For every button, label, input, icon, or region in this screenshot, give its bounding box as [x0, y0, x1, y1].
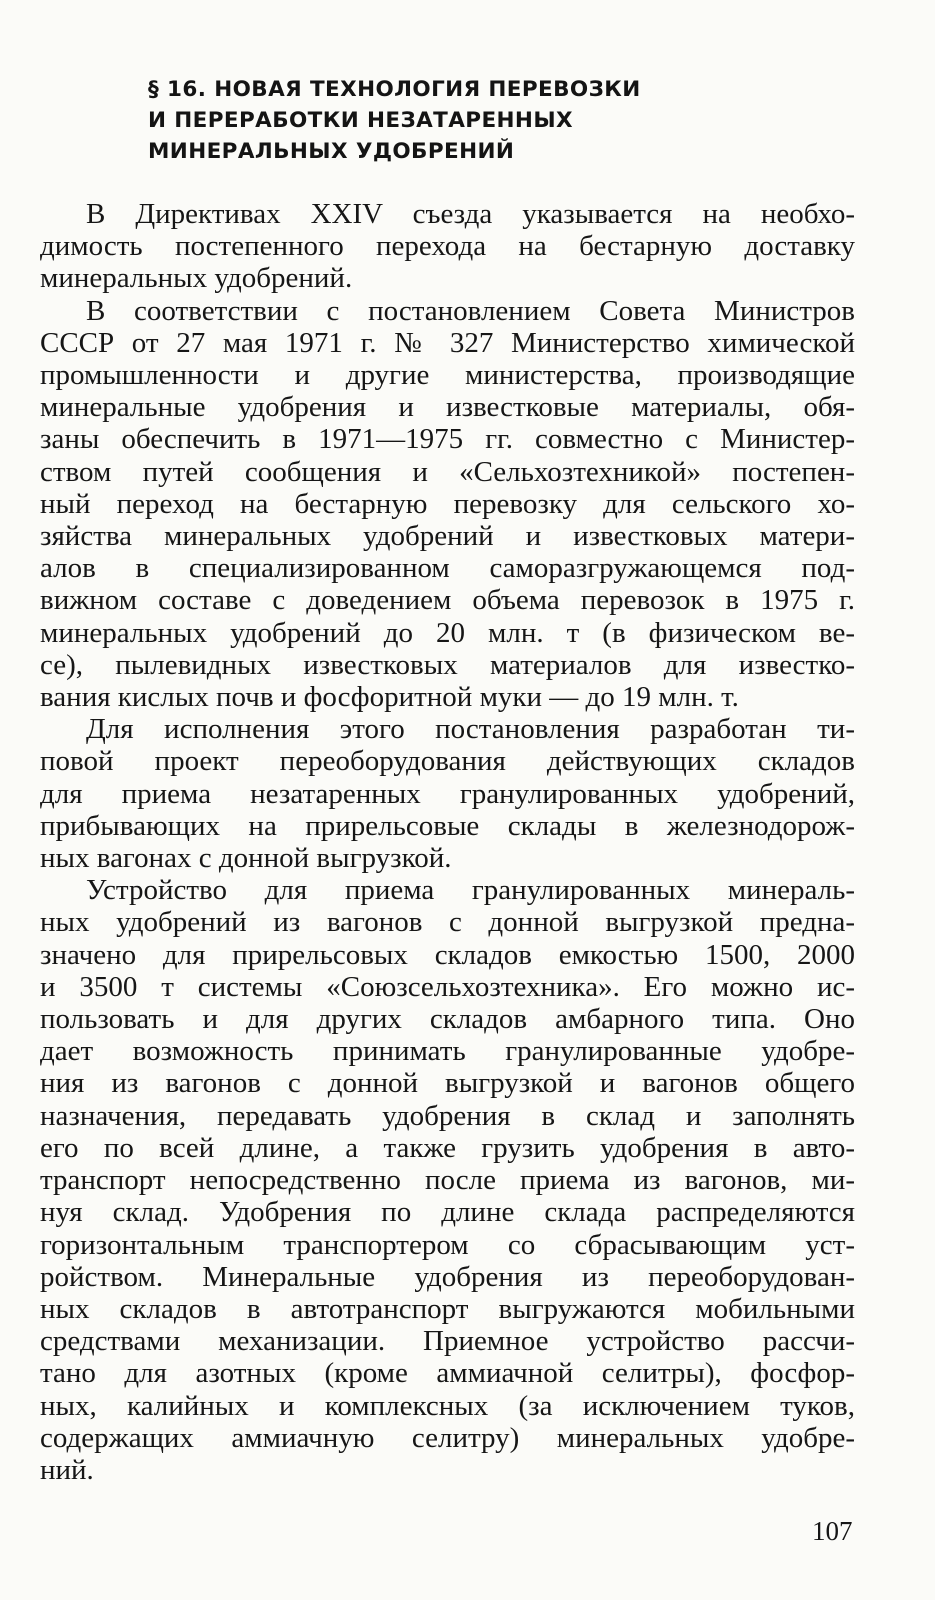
text-line: ния из вагонов с донной выгрузкой и вагонов общего: [40, 1067, 855, 1100]
text-line: его по всей длине, а также грузить удобрения в авто-: [40, 1131, 855, 1164]
text-line: ных вагонах с донной выгрузкой.: [40, 842, 452, 875]
text-line: вижном составе с доведением объема перевозок в 1975 г.: [40, 584, 855, 617]
text-line: назначения, передавать удобрения в склад и заполнять: [40, 1099, 855, 1132]
text-line: пользовать и для других складов амбарного типа. Оно: [40, 1003, 855, 1036]
text-line: для приема незатаренных гранулированных удобрений,: [40, 777, 855, 810]
text-line: ных, калийных и комплексных (за исключением туков,: [40, 1389, 855, 1422]
text-line: ством путей сообщения и «Сельхозтехникой» постепен-: [40, 455, 855, 488]
text-line: вания кислых почв и фосфоритной муки — до 19 млн. т.: [40, 681, 739, 714]
text-line: тано для азотных (кроме аммиачной селитры), фосфор-: [40, 1357, 855, 1390]
text-line: повой проект переоборудования действующих складов: [40, 745, 855, 778]
text-line: дает возможность принимать гранулированные удобре-: [40, 1035, 855, 1068]
text-line: средствами механизации. Приемное устройство рассчи-: [40, 1325, 855, 1358]
paragraph: [40, 713, 855, 874]
text-line: ный переход на бестарную перевозку для сельского хо-: [40, 487, 855, 520]
heading-line-3: МИНЕРАЛЬНЫХ УДОБРЕНИЙ: [148, 139, 515, 164]
text-line: содержащих аммиачную селитру) минеральных удобре-: [40, 1421, 855, 1454]
text-line: В Директивах XXIV съезда указывается на необхо-: [86, 198, 855, 230]
body-text: [40, 198, 855, 1486]
paragraph: [40, 874, 855, 1486]
text-line: Для исполнения этого постановления разработан ти-: [86, 713, 855, 746]
text-line: минеральных удобрений.: [40, 262, 353, 295]
text-line: значено для прирельсовых складов емкостью 1500, 2000: [40, 938, 855, 971]
heading-line-2: И ПЕРЕРАБОТКИ НЕЗАТАРЕННЫХ: [148, 108, 573, 133]
text-line: ний.: [40, 1453, 94, 1486]
text-line: нуя склад. Удобрения по длине склада распределяются: [40, 1196, 855, 1229]
text-line: ных удобрений из вагонов с донной выгрузкой предна-: [40, 906, 855, 939]
text-line: димость постепенного перехода на бестарную доставку: [40, 230, 855, 263]
text-line: Устройство для приема гранулированных минераль-: [86, 874, 855, 907]
paragraph: [40, 198, 855, 295]
text-line: ройством. Минеральные удобрения из переоборудован-: [40, 1260, 855, 1293]
text-line: и 3500 т системы «Союзсельхозтехника». Его можно ис-: [40, 970, 855, 1003]
paragraph: [40, 295, 855, 714]
text-line: транспорт непосредственно после приема из вагонов, ми-: [40, 1164, 855, 1197]
text-line: зяйства минеральных удобрений и известковых матери-: [40, 520, 855, 553]
text-line: горизонтальным транспортером со сбрасывающим уст-: [40, 1228, 855, 1261]
section-heading: [148, 74, 688, 167]
text-line: промышленности и другие министерства, производящие: [40, 359, 855, 392]
text-line: алов в специализированном саморазгружающемся под-: [40, 552, 855, 585]
text-line: заны обеспечить в 1971—1975 гг. совместно с Министер-: [40, 423, 855, 456]
text-line: минеральные удобрения и известковые материалы, обя-: [40, 391, 855, 424]
text-line: минеральных удобрений до 20 млн. т (в физическом ве-: [40, 616, 855, 649]
text-line: В соответствии с постановлением Совета Министров: [86, 294, 855, 327]
text-line: ных складов в автотранспорт выгружаются мобильными: [40, 1292, 855, 1325]
text-line: СССР от 27 мая 1971 г. № 327 Министерство химической: [40, 326, 855, 359]
page-number: 107: [812, 1516, 853, 1546]
text-line: се), пылевидных известковых материалов для известко-: [40, 648, 855, 681]
text-line: прибывающих на прирельсовые склады в железнодорож-: [40, 809, 855, 842]
heading-line-1: § 16. НОВАЯ ТЕХНОЛОГИЯ ПЕРЕВОЗКИ: [148, 77, 641, 102]
